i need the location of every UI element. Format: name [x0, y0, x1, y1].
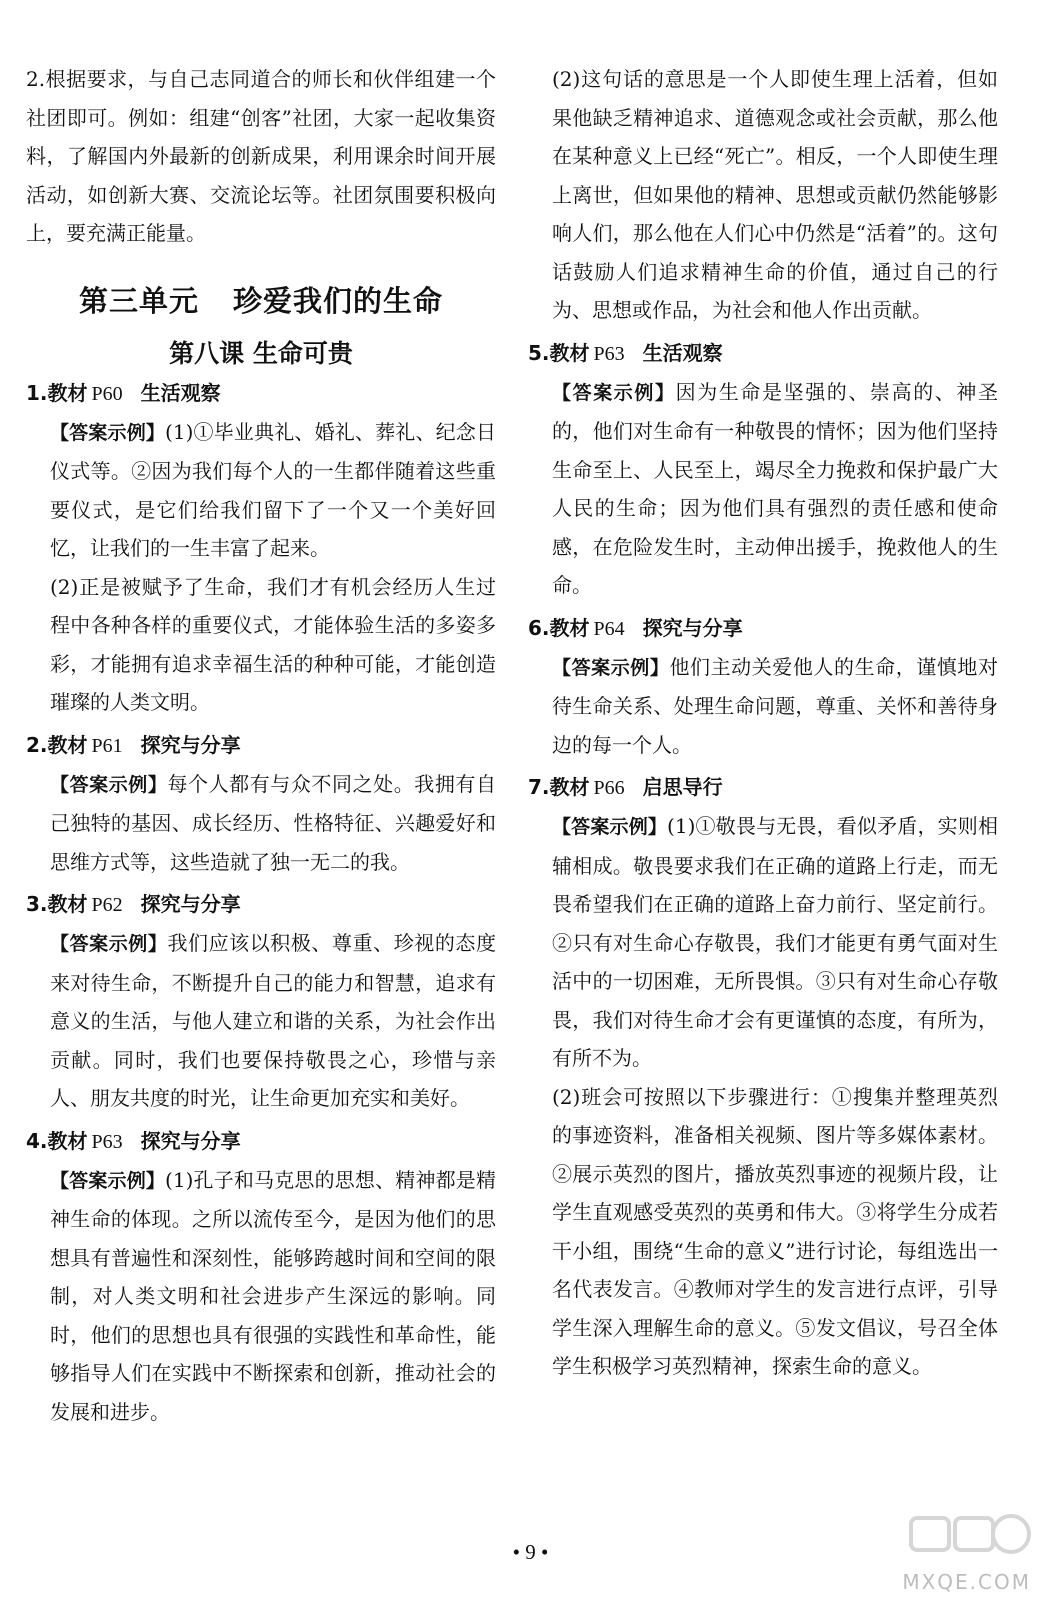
textbook-page: P64: [593, 617, 625, 640]
question-5-heading: [528, 334, 998, 373]
question-number: 5.教材: [528, 340, 590, 365]
question-topic: 探究与分享: [140, 892, 241, 916]
question-1-heading: [26, 374, 496, 413]
unit-name: 珍爱我们的生命: [233, 283, 444, 318]
answer-tag: 【答案示例】: [552, 816, 668, 838]
answer-tag: 【答案示例】: [50, 933, 168, 955]
textbook-page: P62: [91, 894, 123, 916]
textbook-page: P61: [91, 734, 123, 757]
unit-title: [26, 279, 496, 320]
question-topic: 生活观察: [140, 380, 221, 405]
textbook-page: P60: [91, 382, 123, 405]
page-number: • 9 •: [512, 1540, 549, 1564]
answer-tag: 【答案示例】: [552, 381, 676, 404]
lesson-title: 第八课 生命可贵: [169, 338, 353, 368]
question-1-answer: 【答案示例】(1)①毕业典礼、婚礼、葬礼、纪念日仪式等。②因为我们每个人的一生都伴随着这些重要仪式，是它们给我们留下了一个又一个美好回忆，让我们的一生丰富了起来。: [50, 419, 496, 560]
answer-tag: 【答案示例】: [50, 421, 166, 444]
question-number: 1.教材: [26, 380, 88, 405]
textbook-page: P63: [593, 342, 625, 365]
question-topic: 启思导行: [642, 775, 723, 799]
question-3-heading: [26, 885, 496, 924]
question-4-answer: 【答案示例】(1)孔子和马克思的思想、精神都是精神生命的体现。之所以流传至今，是因为他们的思想具有普遍性和深刻性，能够跨越时间和空间的限制，对人类文明和社会进步产生深远的影响。同时，他们的思想也具有很强的实践性和革命性，能够指导人们在实践中不断探索和创新，推动社会的发展和进步。: [50, 1167, 496, 1424]
question-topic: 探究与分享: [140, 1128, 241, 1153]
intro-paragraph: 2.根据要求，与自己志同道合的师长和伙伴组建一个社团即可。例如：组建“创客”社团，大家一起收集资料，了解国内外最新的创新成果，利用课余时间开展活动，如创新大赛、交流论坛等。社团氛围要积极向上，要充满正能量。: [26, 67, 496, 245]
question-topic: 探究与分享: [140, 732, 241, 757]
question-4-heading: [26, 1122, 496, 1161]
watermark-text: MXQE.COM: [902, 1570, 1031, 1594]
answer-tag: 【答案示例】: [50, 1169, 166, 1192]
question-number: 3.教材: [26, 892, 88, 916]
question-number: 2.教材: [26, 732, 88, 757]
answer-tag: 【答案示例】: [50, 773, 168, 796]
question-topic: 生活观察: [642, 340, 723, 365]
answer-tag: 【答案示例】: [552, 656, 670, 679]
question-7-answer: 【答案示例】(1)①敬畏与无畏，看似矛盾，实则相辅相成。敬畏要求我们在正确的道路上行走，而无畏希望我们在正确的道路上奋力前行、坚定前行。②只有对生命心存敬畏，我们才能更有勇气面对生活中的一切困难，无所畏惧。③只有对生命心存敬畏，我们对待生命才会有更谨慎的态度，有所为，有所不为。: [552, 814, 998, 1070]
unit-number: 第三单元: [78, 283, 199, 318]
question-number: 7.教材: [528, 775, 590, 799]
question-2-heading: [26, 726, 496, 765]
question-2-answer: 【答案示例】每个人都有与众不同之处。我拥有自己独特的基因、成长经历、性格特征、兴趣爱好和思维方式等，这些造就了独一无二的我。: [50, 771, 496, 874]
question-1-answer-2: (2)正是被赋予了生命，我们才有机会经历人生过程中各种各样的重要仪式，才能体验生活的多姿多彩，才能拥有追求幸福生活的种种可能，才能创造璀璨的人类文明。: [50, 574, 496, 714]
question-topic: 探究与分享: [642, 615, 743, 640]
right-column: [528, 60, 998, 1386]
question-4-answer-2: (2)这句话的意思是一个人即使生理上活着，但如果他缺乏精神追求、道德观念或社会贡献，那么他在某种意义上已经“死亡”。相反，一个人即使生理上离世，但如果他的精神、思想或贡献仍然能够影响人们，那么他在人们心中仍然是“活着”的。这句话鼓励人们追求精神生命的价值，通过自己的行为、思想或作品，为社会和他人作出贡献。: [552, 67, 998, 322]
question-6-heading: [528, 609, 998, 648]
textbook-page: P66: [593, 777, 625, 799]
watermark-logo-icon: [891, 1512, 1041, 1572]
left-column: [26, 60, 496, 1431]
question-7-heading: [528, 768, 998, 807]
question-number: 6.教材: [528, 615, 590, 640]
question-7-answer-2: (2)班会可按照以下步骤进行：①搜集并整理英烈的事迹资料，准备相关视频、图片等多媒体素材。②展示英烈的图片，播放英烈事迹的视频片段，让学生直观感受英烈的英勇和伟大。③将学生分成若干小组，围绕“生命的意义”进行讨论，每组选出一名代表发言。④教师对学生的发言进行点评，引导学生深入理解生命的意义。⑤发文倡议，号召全体学生积极学习英烈精神，探索生命的意义。: [552, 1084, 998, 1378]
question-6-answer: 【答案示例】他们主动关爱他人的生命，谨慎地对待生命关系、处理生命问题，尊重、关怀和善待身边的每一个人。: [552, 654, 998, 757]
question-number: 4.教材: [26, 1128, 88, 1153]
question-3-answer: 【答案示例】我们应该以积极、尊重、珍视的态度来对待生命，不断提升自己的能力和智慧，追求有意义的生活，与他人建立和谐的关系，为社会作出贡献。同时，我们也要保持敬畏之心，珍惜与亲人、朋友共度的时光，让生命更加充实和美好。: [50, 931, 496, 1110]
question-5-answer: 【答案示例】因为生命是坚强的、崇高的、神圣的，他们对生命有一种敬畏的情怀；因为他们坚持生命至上、人民至上，竭尽全力挽救和保护最广大人民的生命；因为他们具有强烈的责任感和使命感，在危险发生时，主动伸出援手，挽救他人的生命。: [552, 379, 998, 597]
textbook-page: P63: [91, 1130, 123, 1153]
